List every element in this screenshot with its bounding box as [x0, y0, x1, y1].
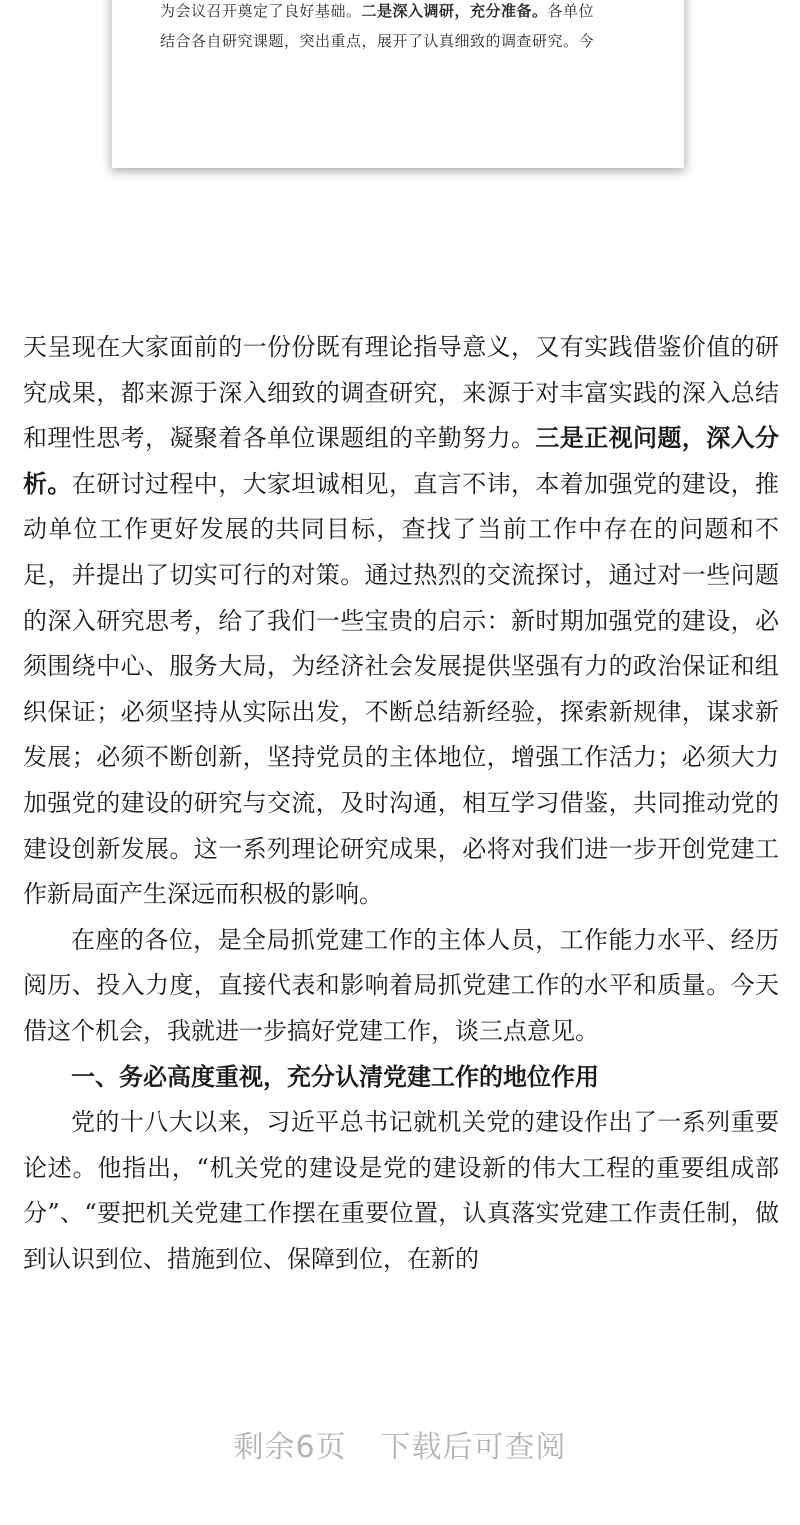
preview-line-1-prefix: 为会议召开奠定了良好基础。	[160, 2, 362, 20]
document-body	[23, 325, 779, 1282]
remaining-pages-text: 剩余6页	[233, 1430, 347, 1465]
paragraph-1-bold: 三是正视问题，深入分析。	[23, 424, 780, 498]
preview-line-1-bold: 二是深入调研，充分准备。	[361, 2, 548, 20]
download-prompt[interactable]	[0, 1422, 800, 1466]
preview-line-1	[160, 0, 650, 22]
preview-card	[111, 0, 685, 168]
preview-line-1-suffix: 各单位	[547, 2, 595, 20]
paragraph-3: 党的十八大以来，习近平总书记就机关党的建设作出了一系列重要论述。他指出，“机关党的建设是党的建设新的伟大工程的重要组成部分”、“要把机关党建工作摆在重要位置，认真落实党建工作责任制，做到认识到位、措施到位、保障到位，在新的	[23, 1108, 779, 1273]
preview-line-2: 结合各自研究课题，突出重点，展开了认真细致的调查研究。今	[160, 32, 595, 50]
download-to-view-text: 下载后可查阅	[380, 1430, 567, 1465]
paragraph-1	[23, 325, 779, 918]
section-heading-1: 一、务必高度重视，充分认清党建工作的地位作用	[71, 1062, 599, 1091]
paragraph-2: 在座的各位，是全局抓党建工作的主体人员，工作能力水平、经历阅历、投入力度，直接代表和影响着局抓党建工作的水平和质量。今天借这个机会，我就进一步搞好党建工作，谈三点意见。	[23, 925, 779, 1045]
paragraph-1-text-b: 在研讨过程中，大家坦诚相见，直言不讳，本着加强党的建设，推动单位工作更好发展的共同目标，查找了当前工作中存在的问题和不足，并提出了切实可行的对策。通过热烈的交流探讨，通过对一些问题的深入研究思考，给了我们一些宝贵的启示：新时期加强党的建设，必须围绕中心、服务大局，为经济社会发展提供坚强有力的政治保证和组织保证；必须坚持从实际出发，不断总结新经验，探索新规律，谋求新发展；必须不断创新，坚持党员的主体地位，增强工作活力；必须大力加强党的建设的研究与交流，及时沟通，相互学习借鉴，共同推动党的建设创新发展。这一系列理论研究成果，必将对我们进一步开创党建工作新局面产生深远而积极的影响。	[23, 469, 780, 909]
paragraph-1-text-a: 天呈现在大家面前的一份份既有理论指导意义，又有实践借鉴价值的研究成果，都来源于深入细致的调查研究，来源于对丰富实践的深入总结和理性思考，凝聚着各单位课题组的辛勤努力。	[23, 333, 779, 453]
